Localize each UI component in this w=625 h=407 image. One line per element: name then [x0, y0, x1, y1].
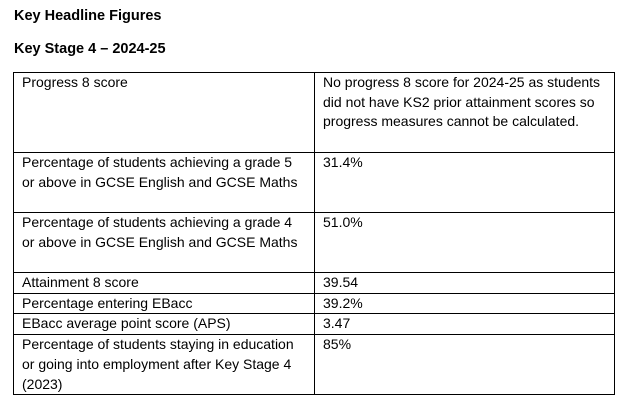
- value-cell: No progress 8 score for 2024-25 as students did not have KS2 prior attainment scores so progress measures cannot be calculated.: [315, 73, 615, 153]
- value-cell: 39.54: [315, 273, 615, 294]
- measure-cell: Attainment 8 score: [14, 273, 315, 294]
- measure-cell: Progress 8 score: [14, 73, 315, 153]
- table-row: [14, 273, 615, 294]
- table-row: [14, 314, 615, 335]
- table-row: [14, 335, 615, 395]
- table-row: [14, 153, 615, 213]
- value-cell: 39.2%: [315, 293, 615, 314]
- measure-cell: Percentage of students achieving a grade 4 or above in GCSE English and GCSE Maths: [14, 213, 315, 273]
- value-cell: 51.0%: [315, 213, 615, 273]
- table-row: [14, 73, 615, 153]
- value-cell: 85%: [315, 335, 615, 395]
- measure-cell: Percentage of students staying in education or going into employment after Key Stage 4 (2023): [14, 335, 315, 395]
- measure-cell: EBacc average point score (APS): [14, 314, 315, 335]
- page-title: Key Headline Figures: [14, 8, 162, 24]
- table-row: [14, 293, 615, 314]
- table-row: [14, 213, 615, 273]
- value-cell: 3.47: [315, 314, 615, 335]
- measure-cell: Percentage entering EBacc: [14, 293, 315, 314]
- headline-figures-table: [13, 72, 615, 395]
- measure-cell: Percentage of students achieving a grade 5 or above in GCSE English and GCSE Maths: [14, 153, 315, 213]
- value-cell: 31.4%: [315, 153, 615, 213]
- page-subtitle: Key Stage 4 – 2024-25: [14, 41, 166, 57]
